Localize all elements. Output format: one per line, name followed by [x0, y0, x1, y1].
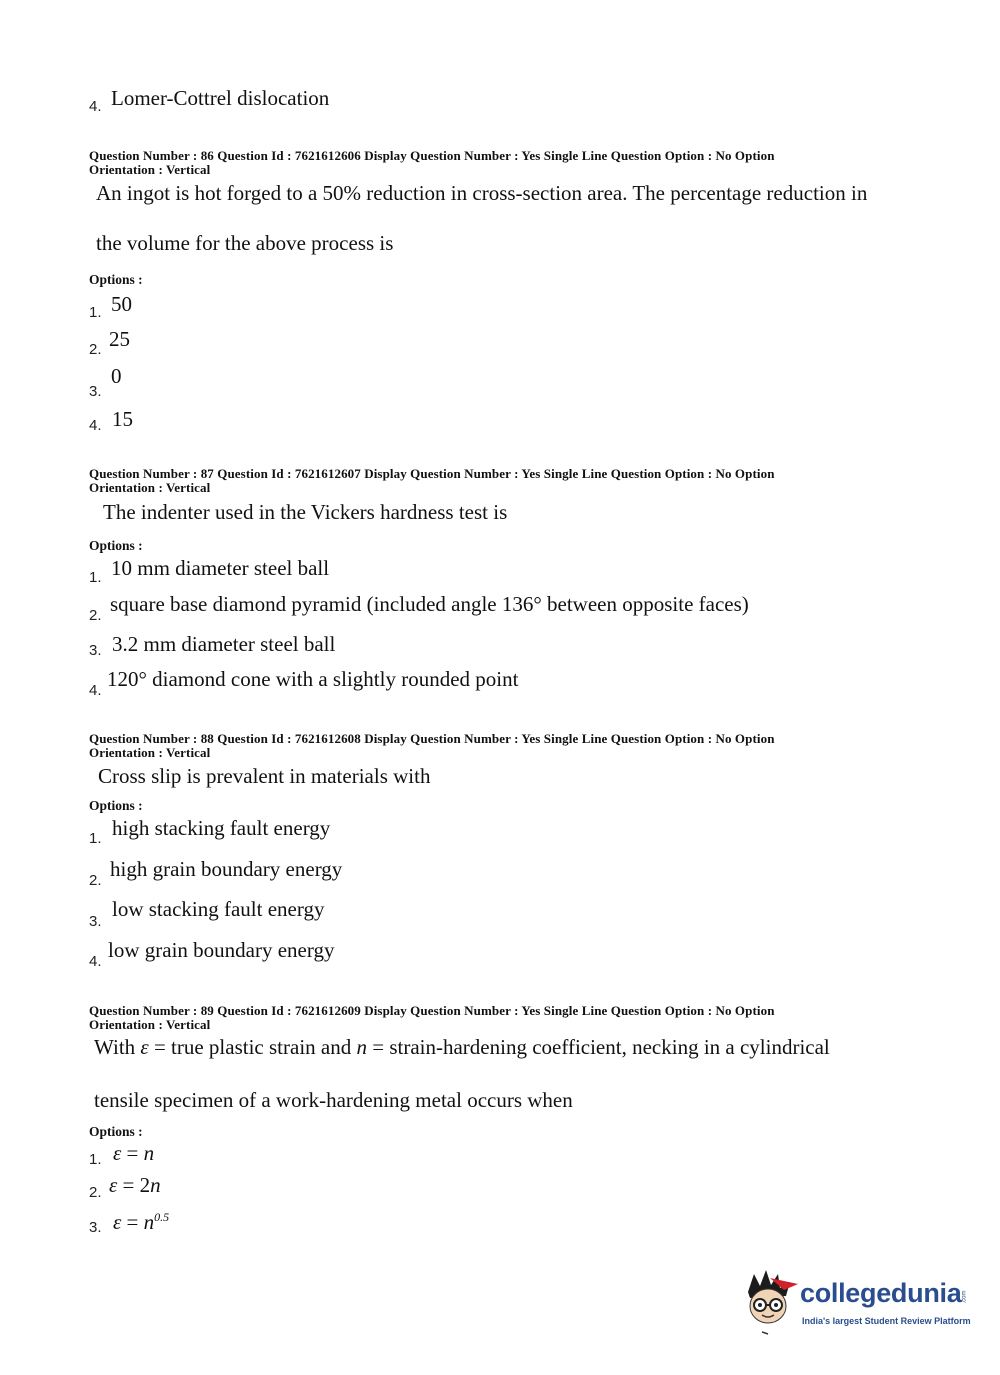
option-rhs: n	[143, 1141, 155, 1165]
mascot-icon	[740, 1268, 800, 1340]
option-number: 2.	[89, 872, 102, 889]
option-text: 120° diamond cone with a slightly rounded point	[107, 667, 519, 691]
options-label: Options :	[89, 538, 143, 553]
option-number: 3.	[89, 383, 102, 400]
question-text: Cross slip is prevalent in materials with	[98, 764, 431, 788]
question-text-part: = true plastic strain and	[148, 1035, 357, 1059]
option-number: 2.	[89, 607, 102, 624]
exponent: 0.5	[154, 1210, 170, 1224]
equals-sign: =	[121, 1141, 144, 1165]
option-rhs: 2	[139, 1173, 151, 1197]
option-text: 15	[112, 407, 133, 431]
option-text: 3.2 mm diameter steel ball	[112, 632, 336, 656]
question-text: An ingot is hot forged to a 50% reduction in cross-section area. The percentage reduction in	[96, 181, 868, 205]
options-label: Options :	[89, 798, 143, 813]
option-rhs: n	[143, 1210, 155, 1234]
collegedunia-logo	[740, 1268, 970, 1340]
option-text	[109, 1173, 161, 1198]
logo-tagline: India's largest Student Review Platform	[802, 1316, 971, 1326]
question-text: The indenter used in the Vickers hardness test is	[103, 500, 508, 524]
option-number: 3.	[89, 642, 102, 659]
epsilon-symbol: ε	[109, 1173, 118, 1197]
question-text-cont: the volume for the above process is	[96, 231, 394, 255]
question-meta-orientation: Orientation : Vertical	[89, 162, 211, 177]
option-number: 4.	[89, 98, 102, 115]
option-text: high grain boundary energy	[110, 857, 343, 881]
question-meta: Question Number : 89 Question Id : 7621612609 Display Question Number : Yes Single Line Question Option : No Option	[89, 1003, 775, 1018]
option-text: 0	[111, 364, 122, 388]
option-text: low stacking fault energy	[112, 897, 325, 921]
option-text: 50	[111, 292, 132, 316]
option-number: 3.	[89, 913, 102, 930]
option-number: 1.	[89, 830, 102, 847]
option-text: square base diamond pyramid (included angle 136° between opposite faces)	[110, 592, 749, 616]
option-text: low grain boundary energy	[108, 938, 335, 962]
question-meta-orientation: Orientation : Vertical	[89, 480, 211, 495]
epsilon-symbol: ε	[113, 1141, 122, 1165]
options-label: Options :	[89, 272, 143, 287]
question-text	[94, 1035, 830, 1060]
option-text	[113, 1210, 169, 1235]
n-symbol: n	[356, 1035, 367, 1059]
equals-sign: =	[117, 1173, 140, 1197]
option-number: 2.	[89, 341, 102, 358]
equals-sign: =	[121, 1210, 144, 1234]
option-text: Lomer-Cottrel dislocation	[111, 86, 330, 110]
option-text: 10 mm diameter steel ball	[111, 556, 330, 580]
option-number: 4.	[89, 953, 102, 970]
logo-com: .com	[961, 1290, 968, 1304]
option-text: 25	[109, 327, 130, 351]
option-number: 4.	[89, 417, 102, 434]
epsilon-symbol: ε	[140, 1035, 149, 1059]
option-number: 1.	[89, 569, 102, 586]
option-number: 2.	[89, 1184, 102, 1201]
option-number: 1.	[89, 304, 102, 321]
option-text: high stacking fault energy	[112, 816, 331, 840]
question-meta-orientation: Orientation : Vertical	[89, 1017, 211, 1032]
question-text-part: With	[94, 1035, 141, 1059]
option-number: 3.	[89, 1219, 102, 1236]
question-meta: Question Number : 88 Question Id : 7621612608 Display Question Number : Yes Single Line Question Option : No Option	[89, 731, 775, 746]
question-text-part: = strain-hardening coefficient, necking in a cylindrical	[366, 1035, 830, 1059]
logo-wordmark: collegedunia	[800, 1278, 962, 1308]
question-meta-orientation: Orientation : Vertical	[89, 745, 211, 760]
question-text-cont: tensile specimen of a work-hardening metal occurs when	[94, 1088, 573, 1112]
option-number: 1.	[89, 1151, 102, 1168]
options-label: Options :	[89, 1124, 143, 1139]
option-text	[113, 1141, 154, 1166]
question-meta: Question Number : 87 Question Id : 7621612607 Display Question Number : Yes Single Line Question Option : No Option	[89, 466, 775, 481]
option-rhs-var: n	[150, 1173, 161, 1197]
question-meta: Question Number : 86 Question Id : 7621612606 Display Question Number : Yes Single Line Question Option : No Option	[89, 148, 775, 163]
epsilon-symbol: ε	[113, 1210, 122, 1234]
option-number: 4.	[89, 682, 102, 699]
